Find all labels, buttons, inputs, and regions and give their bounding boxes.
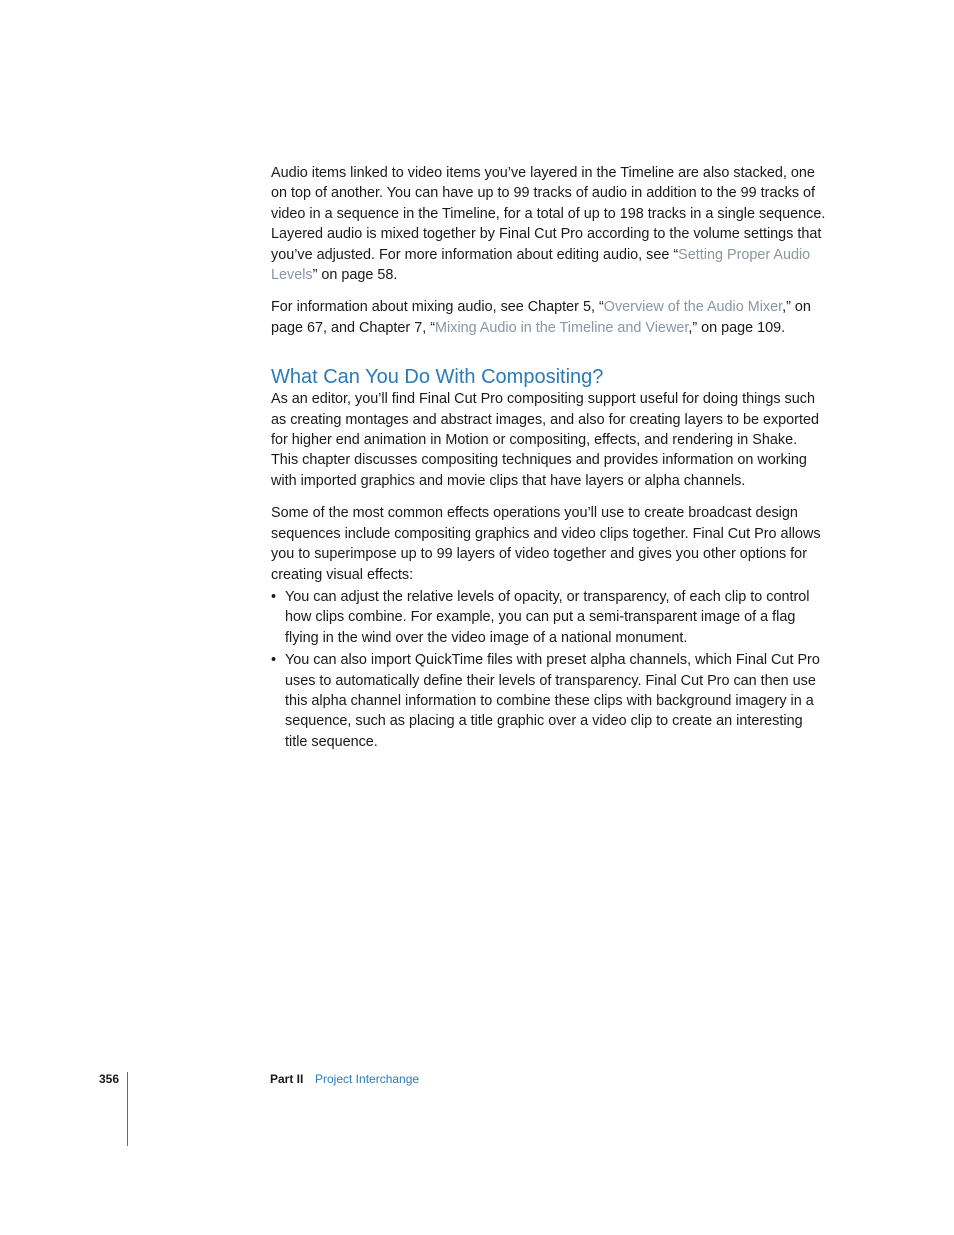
footer-divider xyxy=(127,1072,128,1146)
paragraph-effects-operations: Some of the most common effects operations you’ll use to create broadcast design sequences include compositing graphics and video clips together. Final Cut Pro allows you to superimpose up to 99 layers of video together and gives you other options for creating visual effects: xyxy=(271,505,821,583)
paragraph-text: ,” on page 67, and Chapter 7, “ xyxy=(271,299,811,336)
bullet-marker: • xyxy=(271,588,277,605)
footer-part-title: Project Interchange xyxy=(315,1072,420,1086)
link-mixing-audio-timeline-viewer[interactable]: Mixing Audio in the Timeline and Viewer xyxy=(435,319,689,336)
link-setting-proper-audio-levels[interactable]: Setting Proper Audio Levels xyxy=(271,246,811,284)
list-item-text: You can adjust the relative levels of opacity, or transparency, of each clip to control how clips combine. For example, you can put a semi-transparent image of a flag flying in the wind over the video image of a national monument. xyxy=(285,588,810,646)
bullet-list xyxy=(271,587,827,752)
footer-part-label: Part II xyxy=(270,1072,304,1086)
paragraph-text: ” on page 58. xyxy=(312,267,398,284)
section-heading: What Can You Do With Compositing? xyxy=(271,366,604,389)
paragraph-text: ,” on page 109. xyxy=(688,319,786,336)
paragraph-text: Audio items linked to video items you’ve layered in the Timeline are also stacked, one on top of another. You can have up to 99 tracks of audio in addition to the 99 tracks of video in a sequence in the Timeline, for a total of up to 198 tracks in a single sequence. Layered audio is mixed together by Final Cut Pro according to the volume settings that you’ve adjusted. For more information about editing audio, see “ xyxy=(271,165,826,263)
list-item-text: You can also import QuickTime files with preset alpha channels, which Final Cut Pro uses to automatically define their levels of transparency. Final Cut Pro can then use this alpha channel information to combine these clips with background imagery in a sequence, such as placing a title graphic over a video clip to create an interesting title sequence. xyxy=(285,652,820,750)
bullet-marker: • xyxy=(271,652,277,669)
paragraph-text: For information about mixing audio, see Chapter 5, “ xyxy=(271,299,604,316)
link-overview-audio-mixer[interactable]: Overview of the Audio Mixer xyxy=(603,299,783,316)
paragraph-compositing-intro: As an editor, you’ll find Final Cut Pro compositing support useful for doing things such as creating montages and abstract images, and also for creating layers to be exported for higher end animation in Motion or compositing, effects, and rendering in Shake. This chapter discusses compositing techniques and provides information on working with imported graphics and movie clips that have layers or alpha channels. xyxy=(271,391,819,489)
list-item xyxy=(271,587,827,648)
page-content xyxy=(271,163,827,754)
page-number: 356 xyxy=(99,1072,120,1086)
list-item xyxy=(271,650,827,752)
paragraph-audio-layering xyxy=(271,163,827,285)
paragraph-mixing-audio xyxy=(271,297,827,338)
